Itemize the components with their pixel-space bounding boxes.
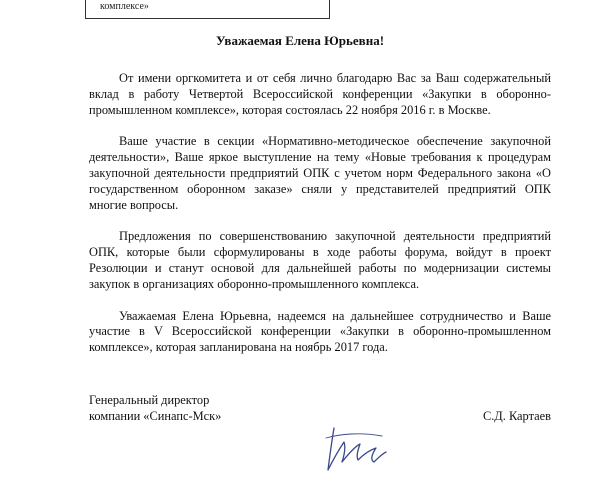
paragraph-future-cooperation: Уважаемая Елена Юрьевна, надеемся на дальнейшее сотрудничество и Ваше участие в V Всероссийской конференции «Закупки в оборонно-промышленном комплексе», которая запланирована на ноябрь 2017 года.	[89, 308, 551, 355]
signatory-company: компании «Синапс-Мск»	[89, 409, 222, 423]
salutation: Уважаемая Елена Юрьевна!	[215, 33, 385, 48]
signatory-name: С.Д. Картаев	[482, 409, 551, 423]
header-box-line-bottom: комплексе»	[100, 1, 149, 12]
header-box	[85, 0, 330, 19]
paragraph-gratitude: От имени оргкомитета и от себя лично благодарю Вас за Ваш содержательный вклад в работу Четвертой Всероссийской конференции «Закупки в оборонно-промышленном комплексе», которая состоялась 22 ноября 2016 г. в Москве.	[89, 71, 551, 117]
signatory-title: Генеральный директор	[89, 393, 210, 407]
signature-underline	[326, 434, 382, 438]
handwritten-signature	[320, 418, 390, 478]
paragraph-participation: Ваше участие в секции «Нормативно-методическое обеспечение закупочной деятельности», Ваше яркое выступление на тему «Новые требования к процедурам закупочной деятельности предприятий ОПК с учетом норм Федерального закона «О государственном оборонном заказе» сняли у представителей предприятий ОПК многие вопросы.	[89, 134, 551, 212]
paragraph-proposals: Предложения по совершенствованию закупочной деятельности предприятий ОПК, которые были сформулированы в ходе работы форума, войдут в проект Резолюции и станут основой для дальнейшей работы по модернизации системы закупок в организациях оборонно-промышленного комплекса.	[89, 229, 551, 291]
letter-body	[89, 71, 551, 356]
signature-stroke	[328, 428, 386, 470]
